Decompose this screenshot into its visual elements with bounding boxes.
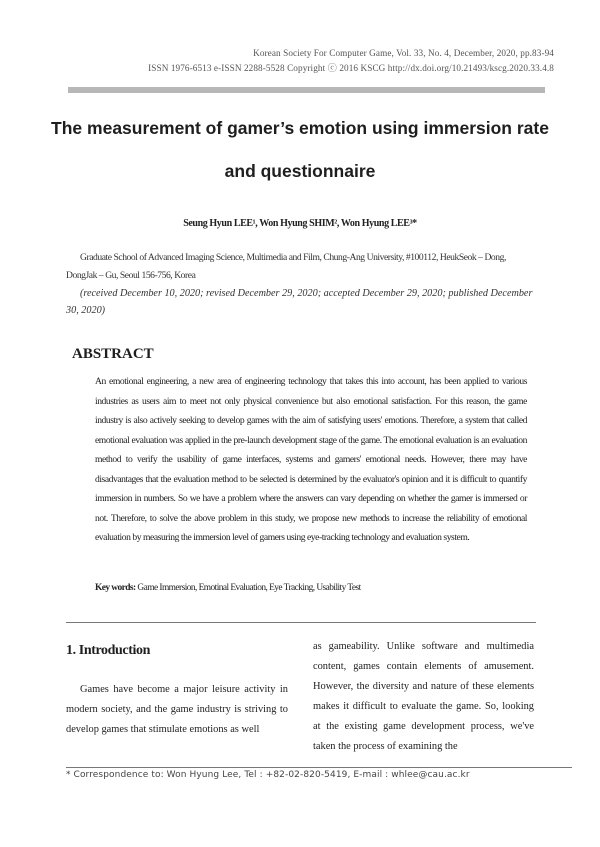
header-divider-bar — [68, 87, 545, 93]
publication-dates: (received December 10, 2020; revised December 29, 2020; accepted December 29, 2020; published December 30, 2020) — [66, 288, 533, 316]
introduction-paragraph-right: as gameability. Unlike software and multimedia content, games contain elements of amusement. However, the diversity and nature of these elements makes it difficult to evaluate the game. So, looking at the existing game development process, we've taken the process of examining the — [313, 641, 534, 752]
abstract-heading: ABSTRACT — [72, 346, 154, 362]
left-column — [66, 640, 288, 740]
abstract-text: An emotional engineering, a new area of engineering technology that takes this into account, has been applied to various industries as users aim to meet not only physical convenience but also emotional satisfaction. For this reason, the game industry is also actively seeking to develop games with the aim of satisfying users' emotions. Therefore, a system that called emotional evaluation was applied in the pre-launch development stage of the game. The emotional evaluation is an evaluation method to verify the usability of game interfaces, systems and gamers' emotional needs. However, there may have disadvantages that the evaluation method to be selected is determined by the evaluator's opinion and it is difficult to quantify immersion in numbers. So we have a problem where the answers can vary depending on whether the gamer is immersed or not. Therefore, to solve the above problem in this study, we propose new methods to increase the reliability of emotional evaluation by measuring the immersion level of gamers using eye-tracking technology and evaluation system. — [95, 376, 527, 543]
introduction-heading: 1. Introduction — [66, 643, 150, 658]
paper-title-line-1: The measurement of gamer’s emotion using immersion rate — [51, 118, 549, 138]
keywords-label: Key words: — [95, 583, 136, 593]
footnote-divider — [66, 767, 572, 768]
journal-citation: Korean Society For Computer Game, Vol. 33, No. 4, December, 2020, pp.83-94 — [253, 48, 554, 58]
keywords — [95, 583, 535, 593]
issn-copyright-doi: ISSN 1976-6513 e-ISSN 2288-5528 Copyright ⓒ 2016 KSCG http://dx.doi.org/10.21493/kscg.2020.33.4.8 — [148, 63, 554, 73]
paper-title-line-2: and questionnaire — [224, 161, 376, 181]
introduction-paragraph-left: Games have become a major leisure activity in modern society, and the game industry is striving to develop games that stimulate emotions as well — [66, 684, 288, 735]
correspondence-footnote: * Correspondence to: Won Hyung Lee, Tel : +82-02-820-5419, E-mail : whlee@cau.ac.kr — [66, 770, 470, 780]
author-affiliation: Graduate School of Advanced Imaging Science, Multimedia and Film, Chung-Ang University, #100112, HeukSeok – Dong, DongJak – Gu, Seoul 156-756, Korea — [66, 252, 506, 281]
journal-header — [148, 46, 554, 76]
section-divider — [66, 622, 536, 623]
keywords-list: Game Immersion, Emotinal Evaluation, Eye Tracking, Usability Test — [135, 583, 361, 593]
author-list: Seung Hyun LEE¹, Won Hyung SHIM², Won Hyung LEE³* — [183, 218, 417, 229]
